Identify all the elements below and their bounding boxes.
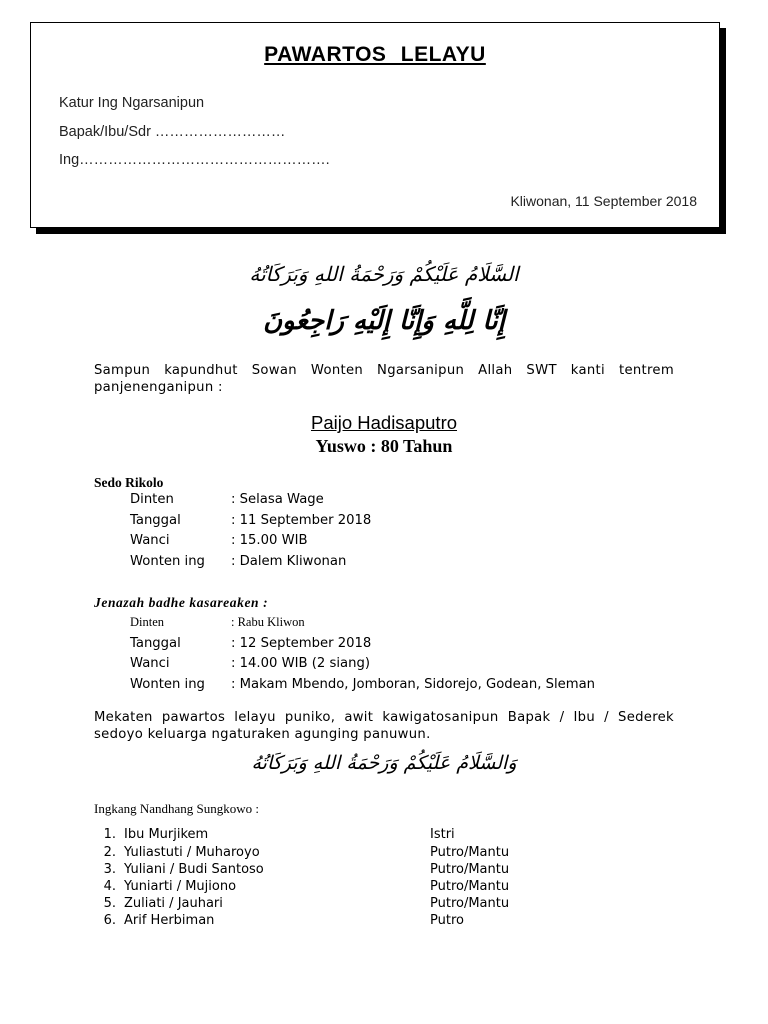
addressee-line: Katur Ing Ngarsanipun bbox=[59, 95, 205, 111]
deceased-name: Paijo Hadisaputro bbox=[310, 412, 458, 433]
burial-heading: Jenazah badhe kasareaken : bbox=[94, 595, 269, 610]
arabic-closing-salam: وَالسَّلَامُ عَلَيْكُمْ وَرَحْمَةُ اللهِ وَبَرَكَاتُهُ bbox=[251, 752, 517, 774]
deceased-age: Yuswo : 80 Tahun bbox=[315, 436, 453, 456]
arabic-salam: السَّلَامُ عَلَيْكُمْ وَرَحْمَةُ اللهِ وَبَرَكَاتُهُ bbox=[249, 262, 519, 286]
arabic-istirja: إِنَّا لِلَّهِ وَإِنَّا إِلَيْهِ رَاجِعُونَ bbox=[263, 306, 505, 336]
document-title: PAWARTOS LELAYU bbox=[264, 43, 486, 66]
date-line: Kliwonan, 11 September 2018 bbox=[510, 193, 697, 209]
intro-paragraph: Sampun kapundhut Sowan Wonten Ngarsanipun Allah SWT kanti tentrem panjenenganipun : bbox=[94, 363, 674, 395]
closing-paragraph: Mekaten pawartos lelayu puniko, awit kawigatosanipun Bapak / Ibu / Sederek sedoyo keluarga ngaturaken agunging panuwun. bbox=[94, 710, 674, 742]
death-heading: Sedo Rikolo bbox=[94, 475, 164, 490]
header-box bbox=[30, 22, 720, 228]
signoff-heading: Ingkang Nandhang Sungkowo : bbox=[94, 801, 260, 816]
location-line: Ing……………………………………………. bbox=[59, 152, 330, 168]
recipient-line: Bapak/Ibu/Sdr ……………………… bbox=[59, 124, 286, 140]
